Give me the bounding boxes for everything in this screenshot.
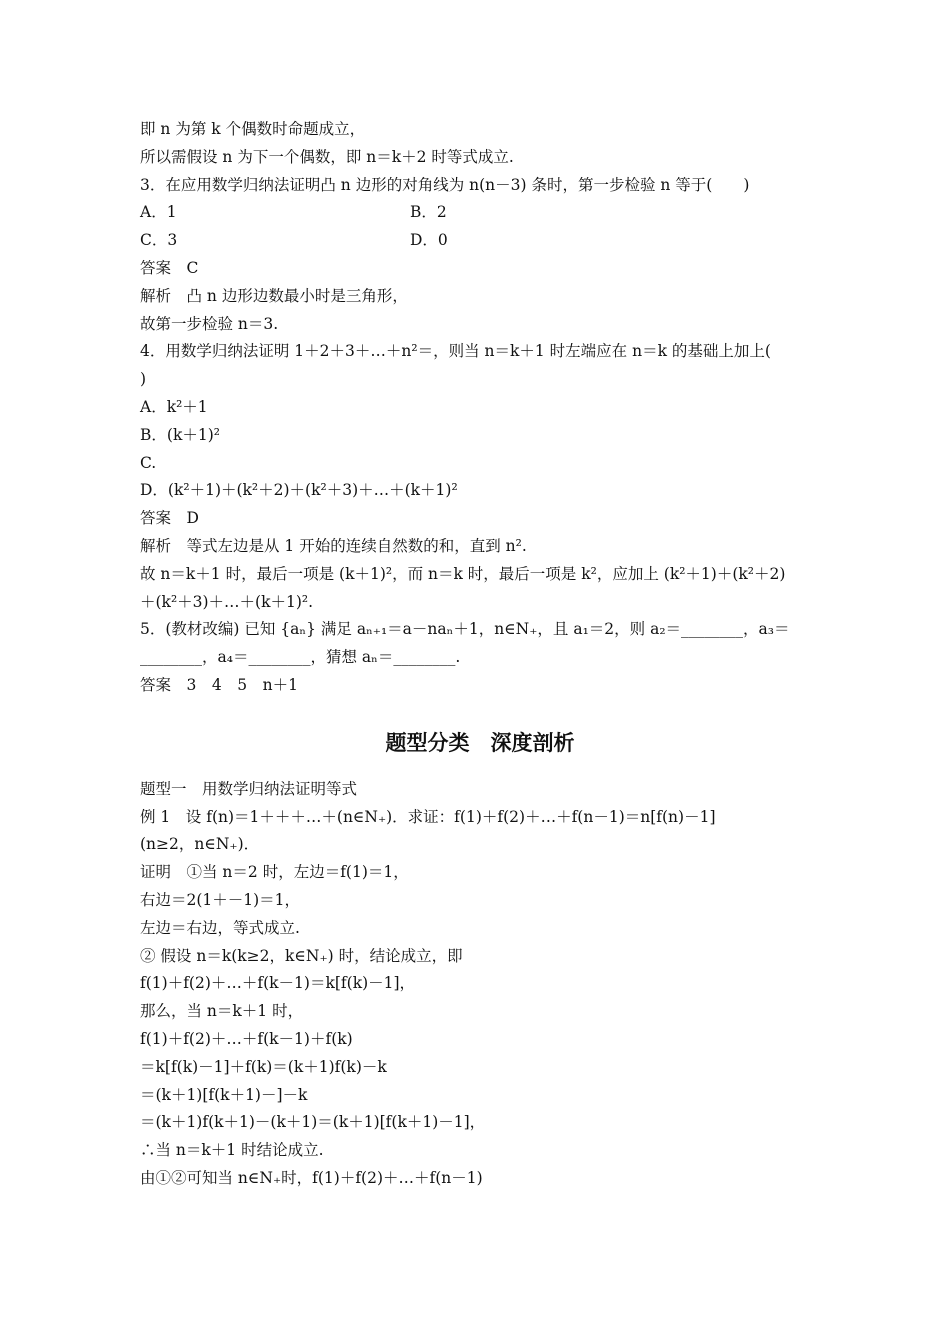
question-4-stem: 4．用数学归纳法证明 1＋2＋3＋…＋n²＝，则当 n＝k＋1 时左端应在 n＝k 的基础上加上( <box>140 342 771 361</box>
document-page <box>140 116 820 1193</box>
proof-line: 左边＝右边，等式成立. <box>140 918 300 937</box>
question-3-stem: 3．在应用数学归纳法证明凸 n 边形的对角线为 n(n－3) 条时，第一步检验 n 等于( ) <box>140 175 750 194</box>
example-stem: 例 1 设 f(n)＝1＋＋＋…＋(n∈N₊)．求证：f(1)＋f(2)＋…＋f(n－1)＝n[f(n)－1] <box>140 807 716 826</box>
proof-line: 证明 ①当 n＝2 时，左边＝f(1)＝1， <box>140 863 409 882</box>
proof-line: f(1)＋f(2)＋…＋f(k－1)＝k[f(k)－1]， <box>140 974 416 993</box>
question-4-analysis: ＋(k²＋3)＋…＋(k＋1)². <box>140 592 314 611</box>
question-4-stem: ) <box>140 370 147 389</box>
option-d: D．0 <box>410 231 448 250</box>
question-3-analysis: 解析 凸 n 边形边数最小时是三角形， <box>140 286 408 305</box>
proof-line: 右边＝2(1＋－1)＝1， <box>140 890 301 909</box>
proof-line: ② 假设 n＝k(k≥2，k∈N₊) 时，结论成立，即 <box>140 946 463 965</box>
question-3-answer: 答案 C <box>140 258 199 277</box>
section-title: 题型分类 深度剖析 <box>385 730 575 755</box>
proof-line: ＝k[f(k)－1]＋f(k)＝(k＋1)f(k)－k <box>140 1057 387 1076</box>
question-3-options-row-1 <box>140 199 820 227</box>
question-3-options-row-2 <box>140 227 820 255</box>
proof-line: ∴当 n＝k＋1 时结论成立. <box>140 1141 324 1160</box>
option-a: A．k²＋1 <box>140 397 208 416</box>
option-b: B．2 <box>410 203 447 222</box>
topic-heading: 题型一 用数学归纳法证明等式 <box>140 779 358 798</box>
question-5-stem: ________，a₄＝________，猜想 aₙ＝________. <box>140 648 461 667</box>
text-line: 即 n 为第 k 个偶数时命题成立， <box>140 120 366 138</box>
question-4-analysis: 故 n＝k＋1 时，最后一项是 (k＋1)²，而 n＝k 时，最后一项是 k²，应加上 (k²＋1)＋(k²＋2) <box>140 564 786 583</box>
proof-line: 那么，当 n＝k＋1 时， <box>140 1002 304 1021</box>
proof-line: f(1)＋f(2)＋…＋f(k－1)＋f(k) <box>140 1029 353 1048</box>
question-5-answer: 答案 3 4 5 n＋1 <box>140 675 298 694</box>
proof-line: ＝(k＋1)f(k＋1)－(k＋1)＝(k＋1)[f(k＋1)－1]， <box>140 1113 486 1132</box>
question-4-answer: 答案 D <box>140 509 199 528</box>
question-5-stem: 5．(教材改编) 已知 {aₙ} 满足 aₙ₊₁＝a－naₙ＋1，n∈N₊，且 a₁＝2，则 a₂＝________，a₃＝ <box>140 620 790 639</box>
text-line: 所以需假设 n 为下一个偶数，即 n＝k＋2 时等式成立. <box>140 147 514 166</box>
option-c: C. <box>140 453 157 472</box>
proof-line: 由①②可知当 n∈N₊时，f(1)＋f(2)＋…＋f(n－1) <box>140 1168 483 1187</box>
option-c: C．3 <box>140 231 178 250</box>
example-stem: (n≥2，n∈N₊)． <box>140 835 260 854</box>
question-3-analysis: 故第一步检验 n＝3. <box>140 314 279 333</box>
option-a: A．1 <box>140 203 177 222</box>
proof-line: ＝(k＋1)[f(k＋1)－]－k <box>140 1085 308 1104</box>
option-b: B．(k＋1)² <box>140 425 220 444</box>
option-d: D．(k²＋1)＋(k²＋2)＋(k²＋3)＋…＋(k＋1)² <box>140 481 458 500</box>
question-4-analysis: 解析 等式左边是从 1 开始的连续自然数的和，直到 n². <box>140 536 527 555</box>
